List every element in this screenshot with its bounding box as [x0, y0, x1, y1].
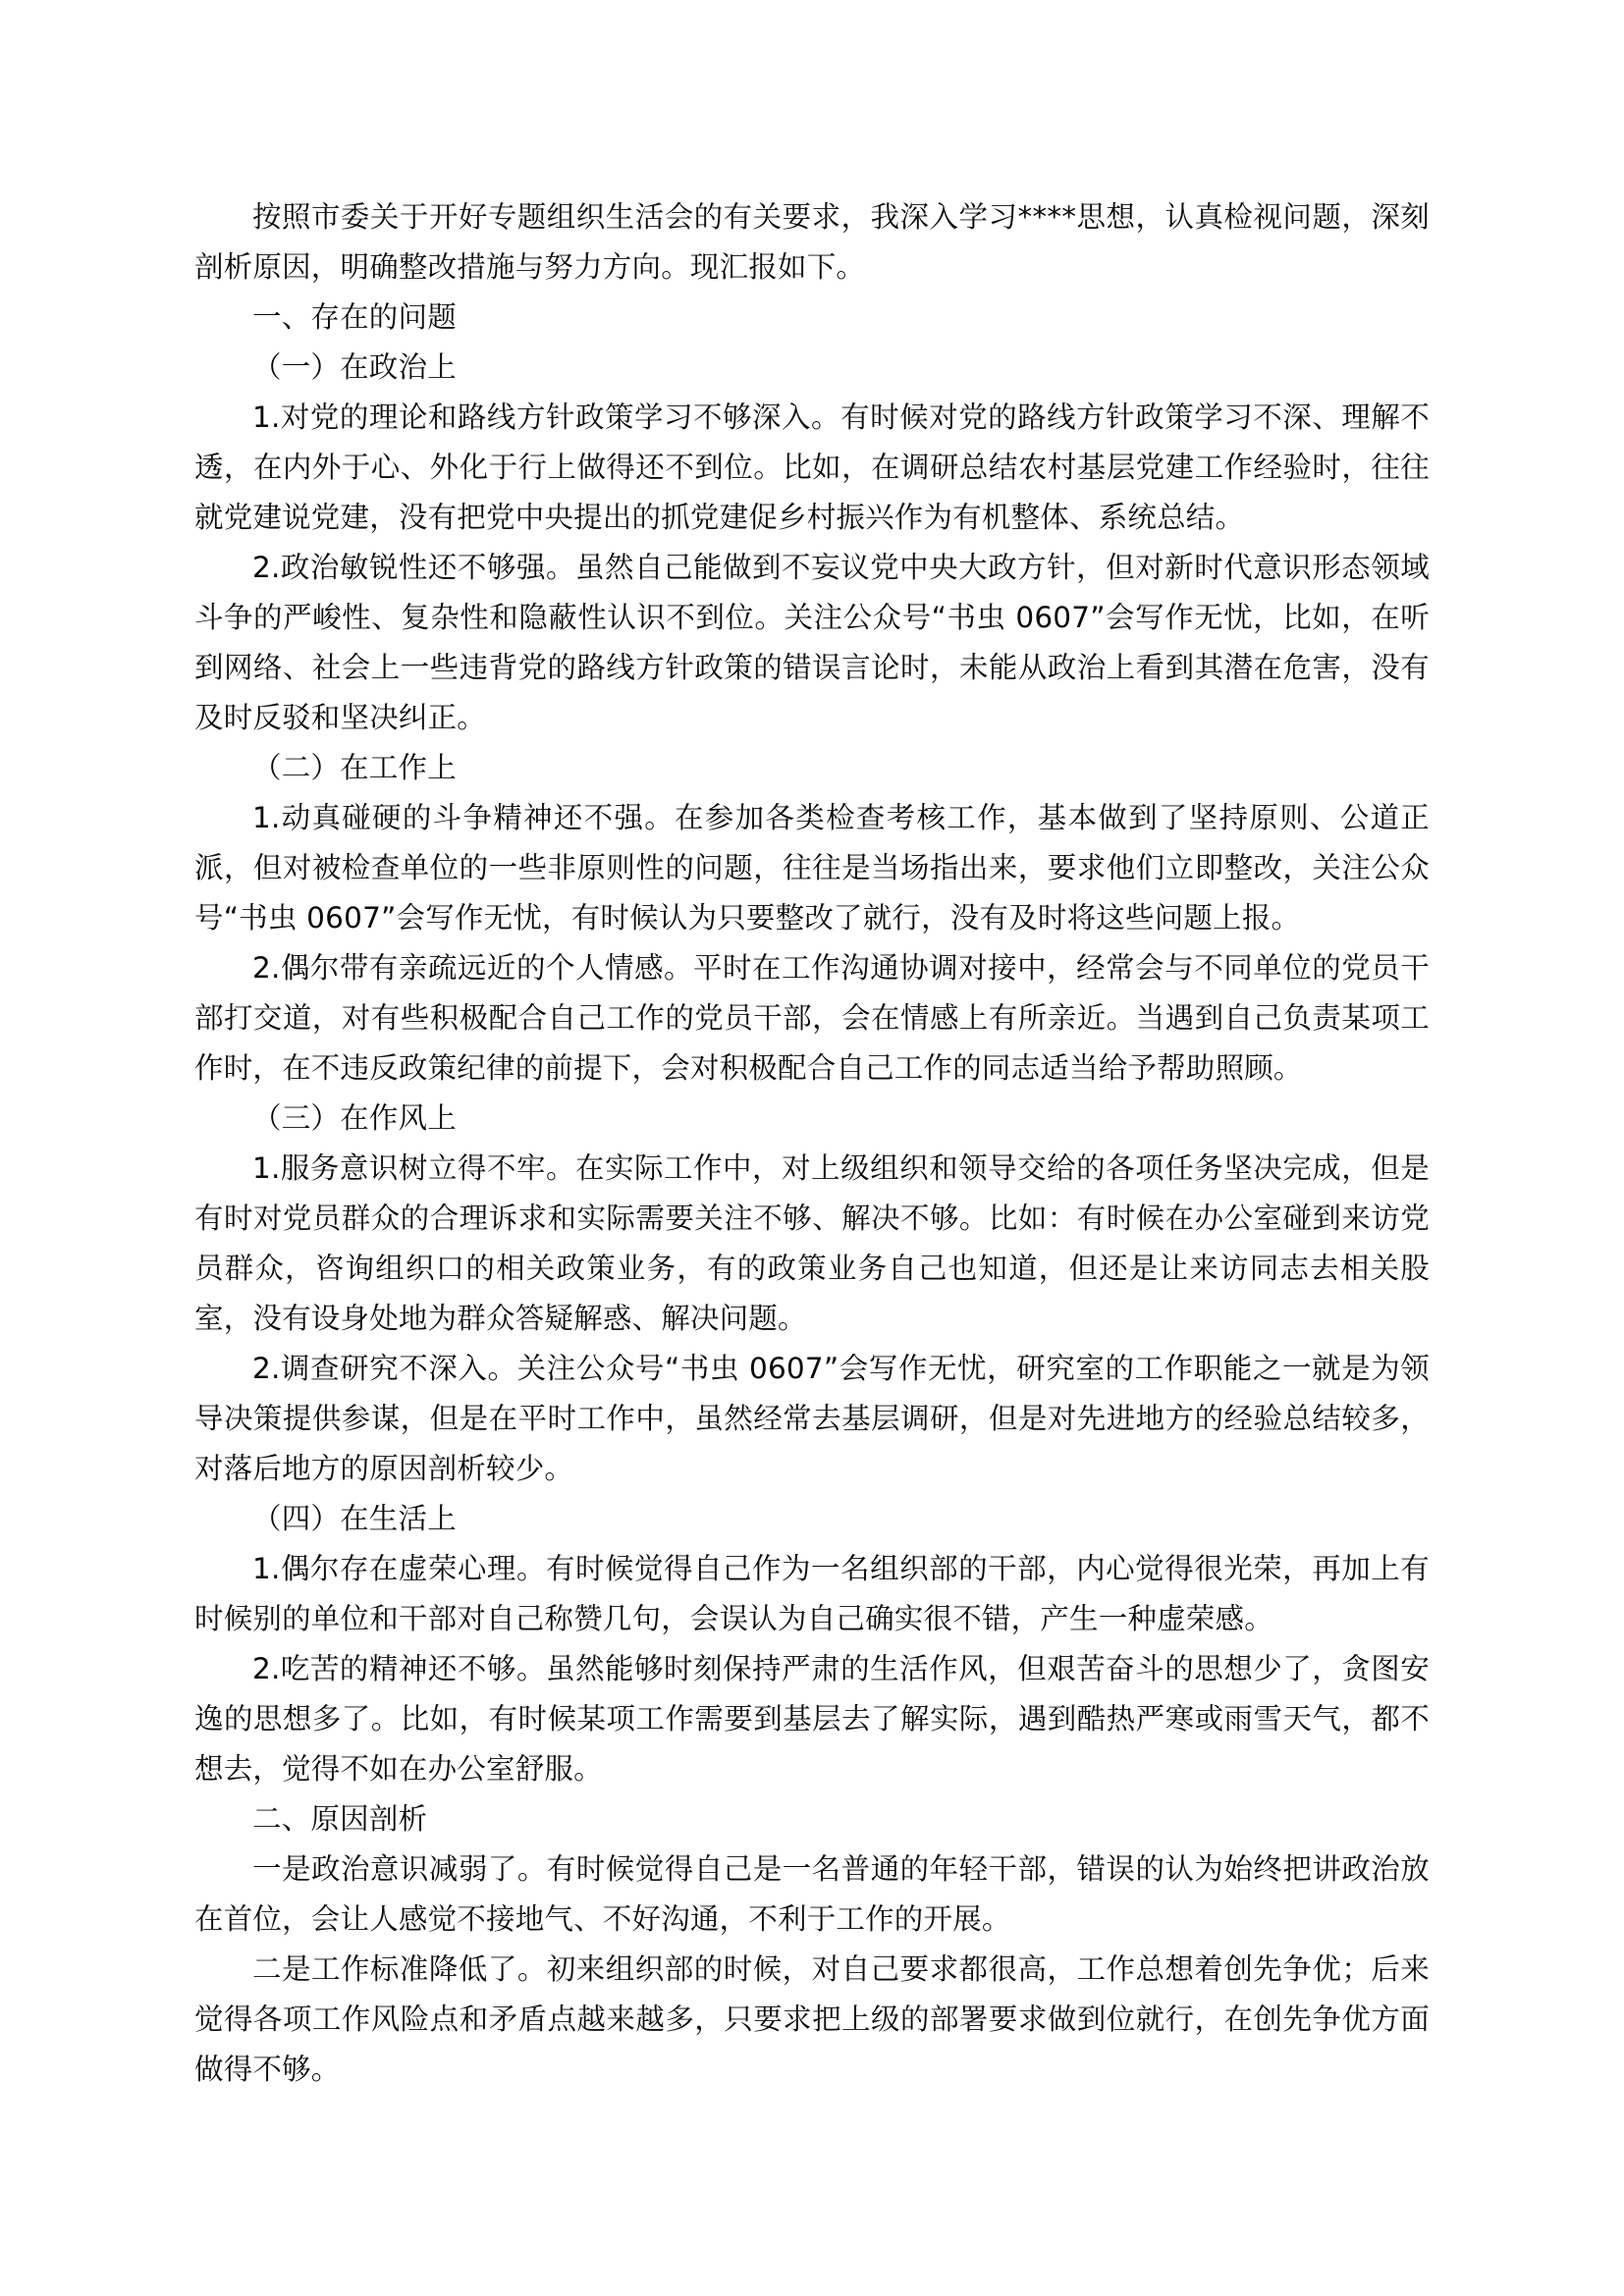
- paragraph: 1.服务意识树立得不牢。在实际工作中，对上级组织和领导交给的各项任务坚决完成，但是有时对党员群众的合理诉求和实际需要关注不够、解决不够。比如：有时候在办公室碰到来访党员群众，咨询组织口的相关政策业务，有的政策业务自己也知道，但还是让来访同志去相关股室，没有设身处地为群众答疑解惑、解决问题。: [194, 1151, 1430, 1335]
- paragraph: 按照市委关于开好专题组织生活会的有关要求，我深入学习****思想，认真检视问题，深刻剖析原因，明确整改措施与努力方向。现汇报如下。: [194, 200, 1430, 284]
- paragraph: 一是政治意识减弱了。有时候觉得自己是一名普通的年轻干部，错误的认为始终把讲政治放在首位，会让人感觉不接地气、不好沟通，不利于工作的开展。: [194, 1852, 1430, 1936]
- paragraph: 2.调查研究不深入。关注公众号“书虫 0607”会写作无忧，研究室的工作职能之一就是为领导决策提供参谋，但是在平时工作中，虽然经常去基层调研，但是对先进地方的经验总结较多，对落后地方的原因剖析较少。: [194, 1352, 1430, 1485]
- paragraph: 2.偶尔带有亲疏远近的个人情感。平时在工作沟通协调对接中，经常会与不同单位的党员干部打交道，对有些积极配合自己工作的党员干部，会在情感上有所亲近。当遇到自己负责某项工作时，在不违反政策纪律的前提下，会对积极配合自己工作的同志适当给予帮助照顾。: [194, 951, 1430, 1085]
- paragraph: 2.吃苦的精神还不够。虽然能够时刻保持严肃的生活作风，但艰苦奋斗的思想少了，贪图安逸的思想多了。比如，有时候某项工作需要到基层去了解实际，遇到酷热严寒或雨雪天气，都不想去，觉得不如在办公室舒服。: [194, 1652, 1430, 1786]
- paragraph: 二是工作标准降低了。初来组织部的时候，对自己要求都很高，工作总想着创先争优；后来觉得各项工作风险点和矛盾点越来越多，只要求把上级的部署要求做到位就行，在创先争优方面做得不够。: [194, 1952, 1430, 2086]
- paragraph: （二）在工作上: [252, 751, 457, 784]
- paragraph: 1.动真碰硬的斗争精神还不强。在参加各类检查考核工作，基本做到了坚持原则、公道正派，但对被检查单位的一些非原则性的问题，往往是当场指出来，要求他们立即整改，关注公众号“书虫 0607”会写作无忧，有时候认为只要整改了就行，没有及时将这些问题上报。: [194, 801, 1430, 934]
- paragraph: （四）在生活上: [252, 1502, 457, 1535]
- paragraph: 1.偶尔存在虚荣心理。有时候觉得自己作为一名组织部的干部，内心觉得很光荣，再加上有时候别的单位和干部对自己称赞几句，会误认为自己确实很不错，产生一种虚荣感。: [194, 1552, 1430, 1635]
- paragraph: （三）在作风上: [252, 1101, 457, 1135]
- document-body: [194, 192, 1430, 2095]
- paragraph: 一、存在的问题: [252, 300, 457, 334]
- paragraph: （一）在政治上: [252, 350, 457, 384]
- paragraph: 二、原因剖析: [252, 1802, 428, 1836]
- paragraph: 2.政治敏锐性还不够强。虽然自己能做到不妄议党中央大政方针，但对新时代意识形态领域斗争的严峻性、复杂性和隐蔽性认识不到位。关注公众号“书虫 0607”会写作无忧，比如，在听到网络、社会上一些违背党的路线方针政策的错误言论时，未能从政治上看到其潜在危害，没有及时反驳和坚决纠正。: [194, 551, 1430, 734]
- paragraph: 1.对党的理论和路线方针政策学习不够深入。有时候对党的路线方针政策学习不深、理解不透，在内外于心、外化于行上做得还不到位。比如，在调研总结农村基层党建工作经验时，往往就党建说党建，没有把党中央提出的抓党建促乡村振兴作为有机整体、系统总结。: [194, 400, 1430, 534]
